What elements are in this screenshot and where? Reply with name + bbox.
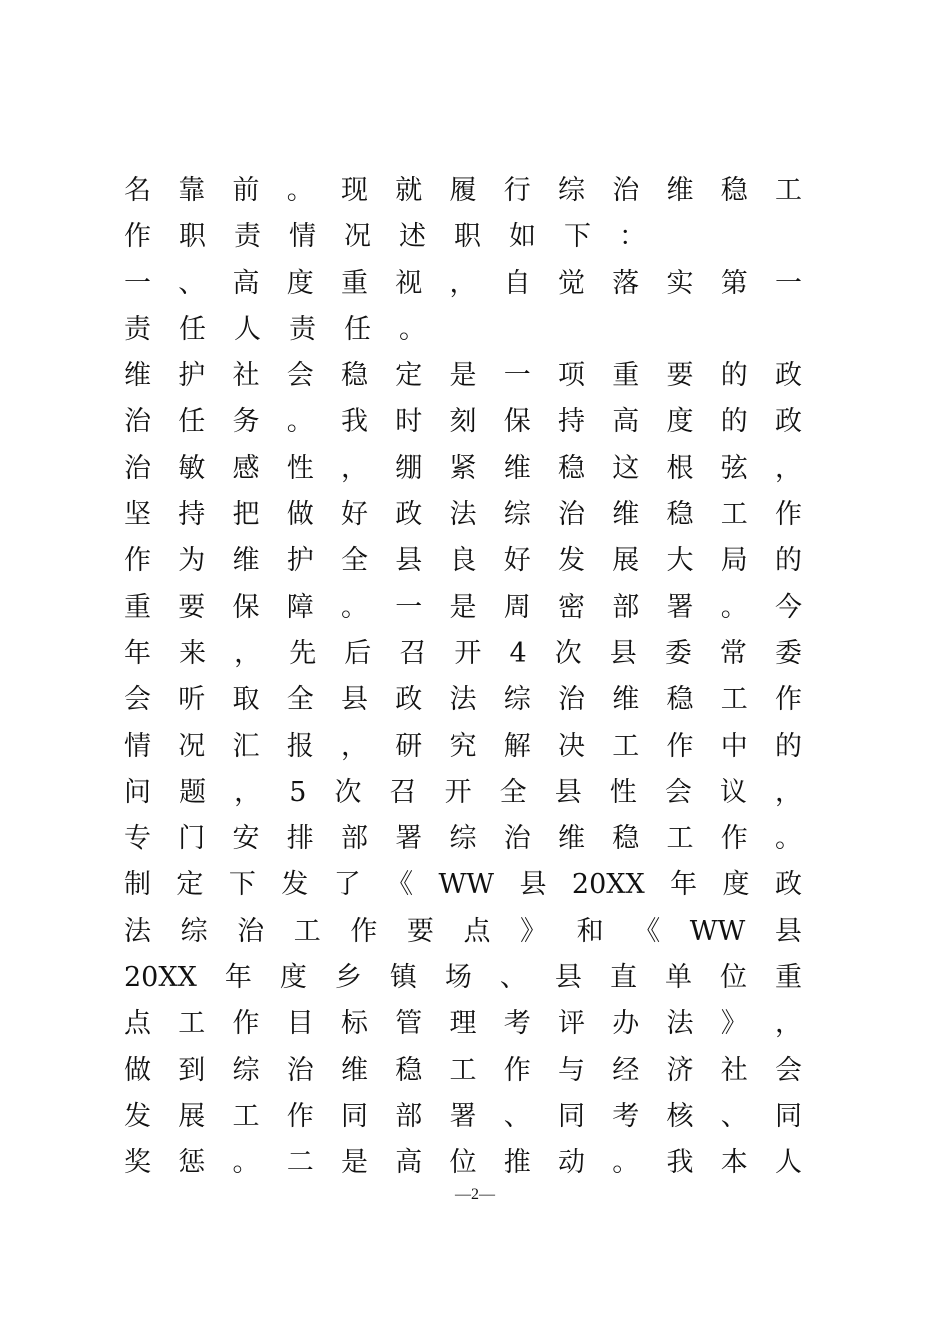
text-line: 制 定 下 发 了 《 WW 县 20XX 年 度 政 — [124, 869, 802, 901]
text-line: 坚 持 把 做 好 政 法 综 治 维 稳 工 作 — [124, 499, 802, 531]
text-line: 作 为 维 护 全 县 良 好 发 展 大 局 的 — [124, 545, 802, 577]
text-line: 名 靠 前 。 现 就 履 行 综 治 维 稳 工 — [124, 175, 802, 206]
text-line: 责 任 人 责 任 。 — [124, 313, 426, 345]
text-line: 法 综 治 工 作 要 点 》 和 《 WW 县 — [124, 915, 802, 947]
text-line: 问 题 ， 5 次 召 开 全 县 性 会 议 ， — [124, 776, 802, 808]
text-line: 维 护 社 会 稳 定 是 一 项 重 要 的 政 — [124, 360, 802, 392]
text-line: 情 况 汇 报 ， 研 究 解 决 工 作 中 的 — [124, 730, 802, 762]
text-line: 治 敏 感 性 ， 绷 紧 维 稳 这 根 弦 ， — [124, 452, 802, 484]
body-text — [124, 168, 802, 1187]
text-line: 年 来 ， 先 后 召 开 4 次 县 委 常 委 — [124, 637, 802, 669]
text-line: 重 要 保 障 。 一 是 周 密 部 署 。 今 — [124, 591, 802, 623]
text-line: 发 展 工 作 同 部 署 、 同 考 核 、 同 — [124, 1100, 802, 1132]
text-line: 点 工 作 目 标 管 理 考 评 办 法 》 ， — [124, 1008, 802, 1040]
text-line: 会 听 取 全 县 政 法 综 治 维 稳 工 作 — [124, 684, 802, 716]
page-number: —2— — [455, 1186, 495, 1203]
text-line: 作 职 责 情 况 述 职 如 下 ： — [124, 221, 646, 253]
text-line: 一 、 高 度 重 视 ， 自 觉 落 实 第 一 — [124, 267, 802, 299]
text-line: 治 任 务 。 我 时 刻 保 持 高 度 的 政 — [124, 406, 802, 438]
text-line: 奖 惩 。 二 是 高 位 推 动 。 我 本 人 — [124, 1147, 802, 1179]
text-line: 专 门 安 排 部 署 综 治 维 稳 工 作 。 — [124, 823, 802, 855]
text-line: 做 到 综 治 维 稳 工 作 与 经 济 社 会 — [124, 1054, 802, 1086]
text-line: 20XX 年 度 乡 镇 场 、 县 直 单 位 重 — [124, 962, 802, 994]
